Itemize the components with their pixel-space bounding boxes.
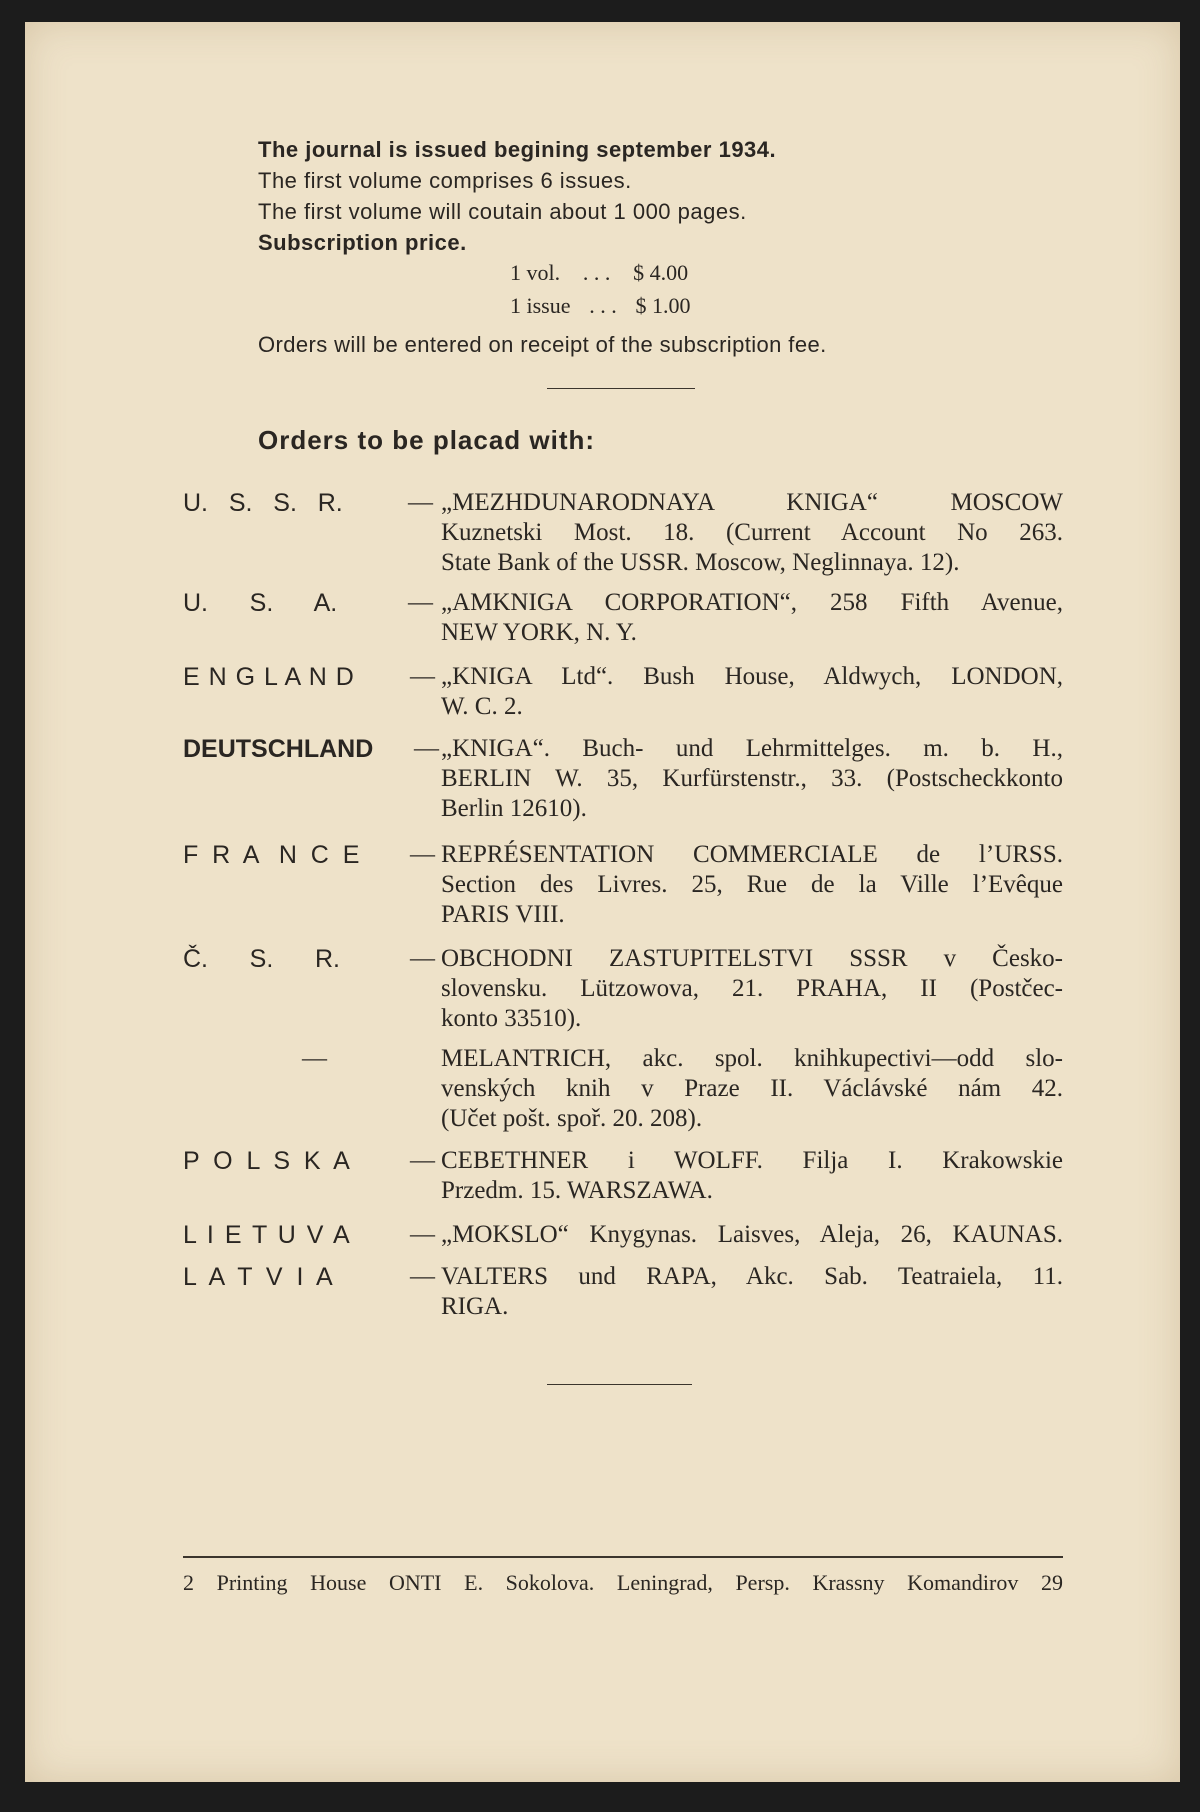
intro-line-2: The first volume comprises 6 issues. [258,168,632,193]
entry-line: (Učet pošt. spoř. 20. 208). [441,1105,703,1132]
entry-dash: — [410,841,435,868]
entry-csr-obchodni [441,944,1063,1034]
entry-line: NEW YORK, N. Y. [441,619,637,646]
price-dots: . . . [582,260,611,285]
orders-heading: Orders to be placad with: [258,425,596,455]
country-polska [183,1146,431,1176]
entry-dash: — [410,663,435,690]
entry-line: CEBETHNER i WOLFF. Filja I. Krakowskie [441,1147,1063,1174]
country-label: L I E T U V A [183,1221,352,1249]
footer-rule [183,1556,1063,1558]
entry-dash: — [408,489,433,516]
orders-note: Orders will be entered on receipt of the subscription fee. [258,332,827,357]
entry-dash: — [410,1147,435,1174]
entry-line: State Bank of the USSR. Moscow, Neglinnaya. 12). [441,549,960,576]
country-usa [183,588,431,618]
country-lietuva [183,1220,431,1250]
entry-deutschland [441,734,1063,824]
entry-line: RIGA. [441,1293,509,1320]
price-amount: $ 1.00 [635,293,691,318]
country-ussr [183,488,431,518]
entry-ussr [441,488,1063,578]
country-label: E N G L A N D [183,663,355,691]
entry-dash: — [410,1221,435,1248]
entry-csr-melantrich [441,1044,1063,1134]
country-deutschland [183,734,431,764]
entry-polska [441,1146,1063,1206]
entry-line: Berlin 12610). [441,795,587,822]
entry-line: konto 33510). [441,1005,582,1032]
entry-line: W. C. 2. [441,693,523,720]
entry-latvia [441,1262,1063,1322]
price-row-issue [510,293,691,319]
entry-line: slovensku. Lützowova, 21. PRAHA, II (Postčec- [441,975,1063,1002]
entry-line: „MOKSLO“ Knygynas. Laisves, Aleja, 26, KAUNAS. [441,1221,1063,1248]
country-csr [183,944,431,974]
price-dots: . . . [589,293,617,318]
price-row-volume [510,260,688,286]
price-label: 1 issue [510,293,571,318]
divider-rule-top [547,388,695,389]
country-label: L A T V I A [183,1263,333,1291]
entry-dash: — [410,945,435,972]
country-label: U. S. A. [183,589,338,617]
price-amount: $ 4.00 [633,260,689,285]
entry-lietuva [441,1220,1063,1250]
country-label: U. S. S. R. [183,489,343,517]
entry-line: MELANTRICH, akc. spol. knihkupectivi—odd slo- [441,1045,1063,1072]
entry-line: OBCHODNI ZASTUPITELSTVI SSSR v Česko- [441,945,1063,972]
entry-line: Przedm. 15. WARSZAWA. [441,1177,713,1204]
entry-line: „AMKNIGA CORPORATION“, 258 Fifth Avenue, [441,589,1063,616]
entry-line: „MEZHDUNARODNAYA KNIGA“ MOSCOW [441,489,1063,516]
country-label: F R A N C E [183,841,360,869]
entry-line: Kuznetski Most. 18. (Current Account No 263. [441,519,1063,546]
entry-england [441,662,1063,722]
printer-imprint: 2 Printing House ONTI E. Sokolova. Leningrad, Persp. Krassny Komandirov 29 [183,1570,1063,1595]
entry-dash: — [410,1263,435,1290]
country-england [183,662,431,692]
entry-line: venských knih v Praze II. Václávské nám 42. [441,1075,1063,1102]
entry-line: REPRÉSENTATION COMMERCIALE de l’URSS. [441,841,1063,868]
entry-dash: — [408,589,433,616]
entry-line: Section des Livres. 25, Rue de la Ville l’Evêque [441,871,1063,898]
subscription-price-label: Subscription price. [258,230,467,255]
country-label: Č. S. R. [183,945,340,973]
intro-block [258,134,776,258]
entry-line: PARIS VIII. [441,901,565,928]
country-france [183,840,431,870]
entry-line: BERLIN W. 35, Kurfürstenstr., 33. (Postscheckkonto [441,765,1063,792]
divider-rule-bottom [547,1384,692,1385]
entry-line: „KNIGA Ltd“. Bush House, Aldwych, LONDON, [441,663,1063,690]
country-label: P O L S K A [183,1147,350,1175]
country-latvia [183,1262,431,1292]
entry-usa [441,588,1063,648]
intro-line-3: The first volume will coutain about 1 000 pages. [258,199,747,224]
entry-dash: — [414,735,439,762]
intro-line-1: The journal is issued begining september 1934. [258,137,777,162]
entry-line: „KNIGA“. Buch- und Lehrmittelges. m. b. H., [441,735,1063,762]
country-label: DEUTSCHLAND [183,735,374,763]
entry-dash: — [302,1045,327,1072]
entry-line: VALTERS und RAPA, Akc. Sab. Teatraiela, 11. [441,1263,1063,1290]
entry-france [441,840,1063,930]
price-label: 1 vol. [510,260,561,285]
